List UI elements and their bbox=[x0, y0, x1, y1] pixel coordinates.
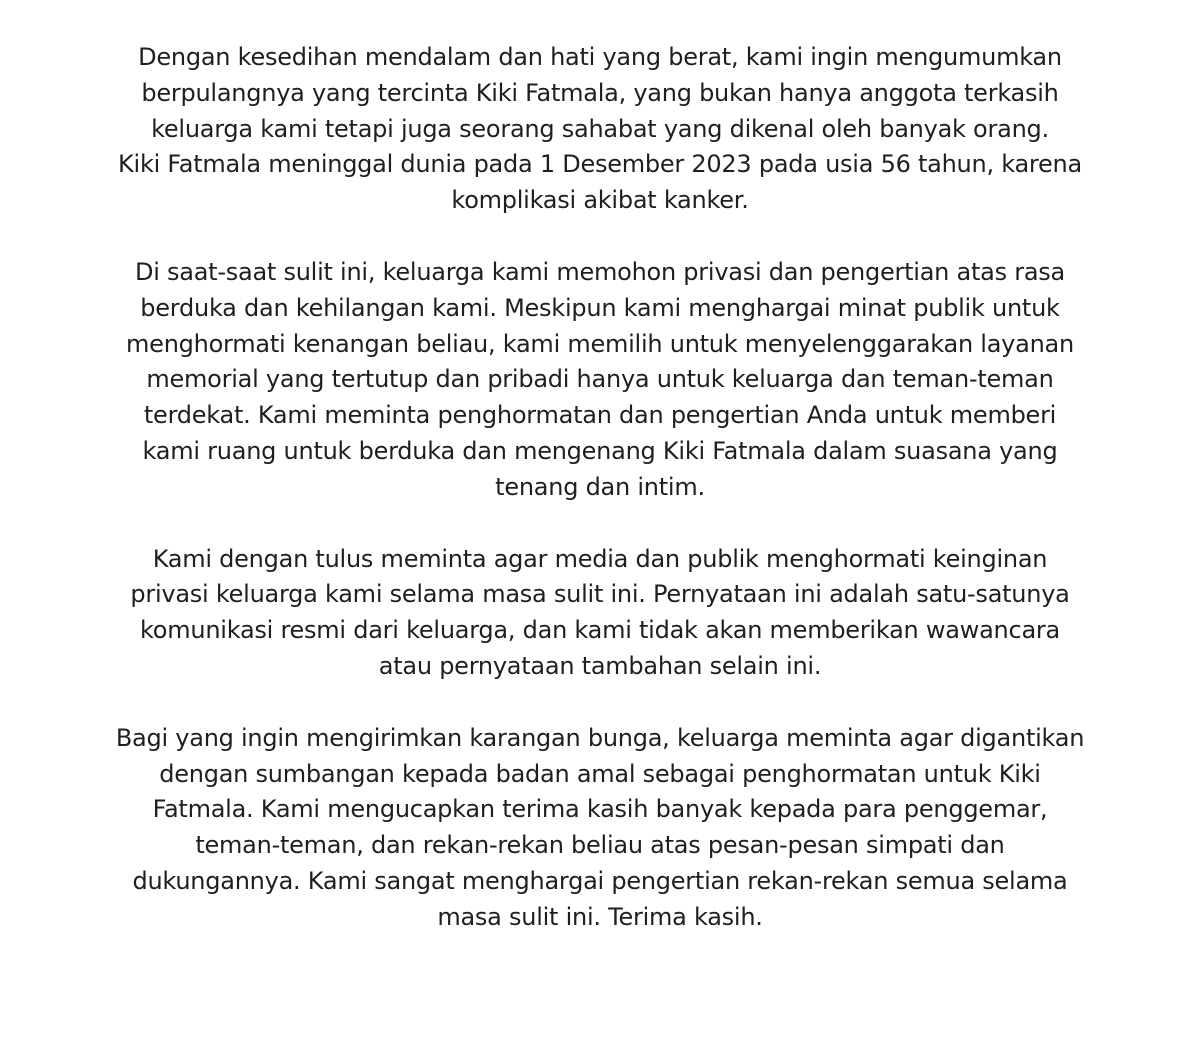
statement-line: Di saat-saat sulit ini, keluarga kami memohon privasi dan pengertian atas rasa bbox=[134, 257, 1066, 286]
statement-line: terdekat. Kami meminta penghormatan dan pengertian Anda untuk memberi bbox=[143, 401, 1057, 430]
statement-line: teman-teman, dan rekan-rekan beliau atas pesan-pesan simpati dan bbox=[195, 831, 1005, 860]
statement-line: dengan sumbangan kepada badan amal sebagai penghormatan untuk Kiki bbox=[159, 759, 1041, 788]
statement-paragraph-3 bbox=[100, 542, 1100, 685]
statement-line: masa sulit ini. Terima kasih. bbox=[437, 902, 763, 931]
statement-line: tenang dan intim. bbox=[495, 472, 705, 501]
statement-line: berduka dan kehilangan kami. Meskipun kami menghargai minat publik untuk bbox=[140, 293, 1060, 322]
statement-line: memorial yang tertutup dan pribadi hanya untuk keluarga dan teman-teman bbox=[146, 365, 1054, 394]
statement-line: berpulangnya yang tercinta Kiki Fatmala, yang bukan hanya anggota terkasih bbox=[141, 78, 1059, 107]
statement-line: komplikasi akibat kanker. bbox=[451, 186, 749, 215]
statement-line: Dengan kesedihan mendalam dan hati yang berat, kami ingin mengumumkan bbox=[138, 43, 1062, 71]
statement-paragraph-4 bbox=[100, 721, 1100, 936]
statement-line: komunikasi resmi dari keluarga, dan kami tidak akan memberikan wawancara bbox=[140, 616, 1060, 645]
statement-line: Kiki Fatmala meninggal dunia pada 1 Desember 2023 pada usia 56 tahun, karena bbox=[118, 150, 1082, 179]
statement-line: Fatmala. Kami mengucapkan terima kasih banyak kepada para penggemar, bbox=[152, 795, 1048, 824]
statement-line: kami ruang untuk berduka dan mengenang Kiki Fatmala dalam suasana yang bbox=[142, 436, 1058, 465]
statement-line: Bagi yang ingin mengirimkan karangan bunga, keluarga meminta agar digantikan bbox=[115, 723, 1085, 752]
statement-line: dukungannya. Kami sangat menghargai pengertian rekan-rekan semua selama bbox=[132, 866, 1068, 895]
statement-line: atau pernyataan tambahan selain ini. bbox=[378, 651, 822, 680]
statement-line: privasi keluarga kami selama masa sulit ini. Pernyataan ini adalah satu-satunya bbox=[130, 580, 1070, 609]
statement-line: menghormati kenangan beliau, kami memilih untuk menyelenggarakan layanan bbox=[126, 329, 1074, 358]
statement-line: Kami dengan tulus meminta agar media dan publik menghormati keinginan bbox=[152, 544, 1048, 573]
statement-line: keluarga kami tetapi juga seorang sahabat yang dikenal oleh banyak orang. bbox=[151, 114, 1049, 143]
statement-paragraph-1 bbox=[100, 40, 1100, 219]
family-statement bbox=[100, 40, 1100, 972]
statement-paragraph-2 bbox=[100, 255, 1100, 506]
